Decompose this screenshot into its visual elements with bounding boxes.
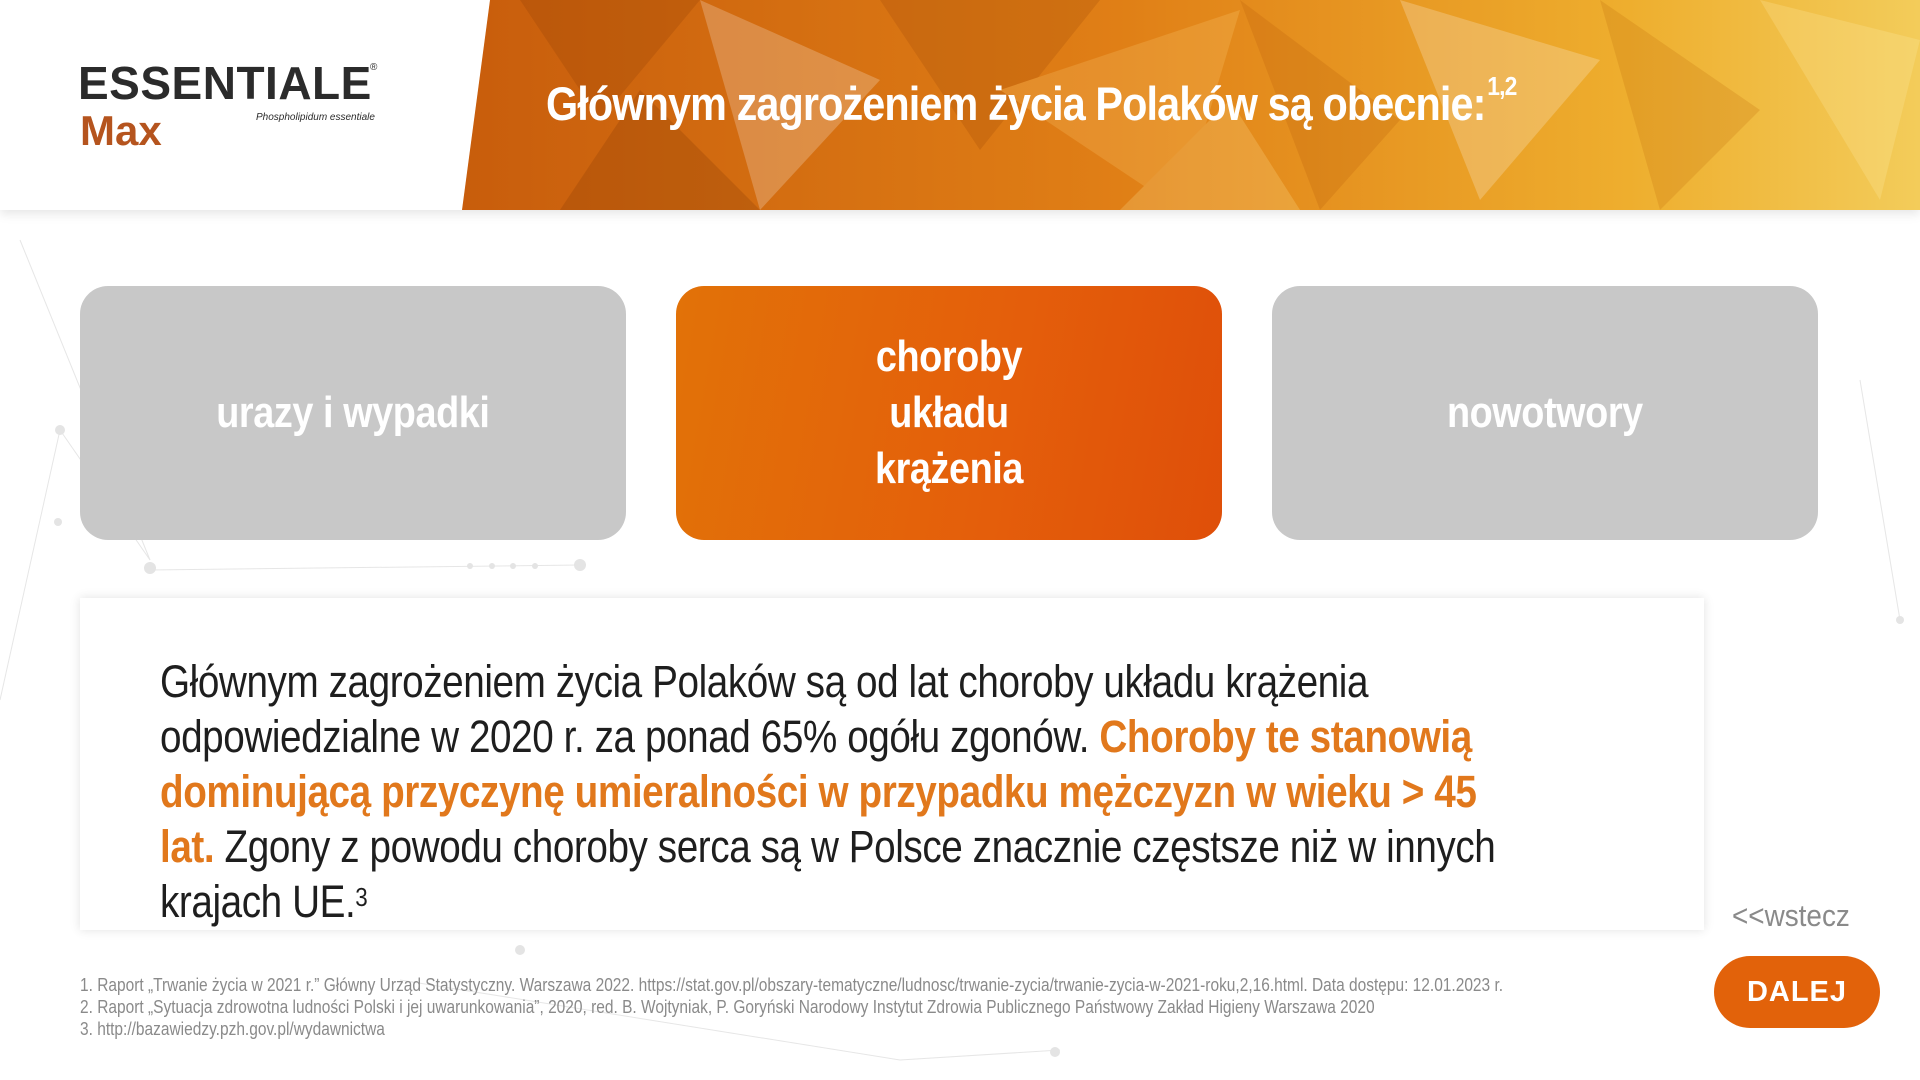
logo-registered-mark: ® bbox=[370, 62, 378, 73]
tab-injuries-accidents[interactable] bbox=[80, 286, 626, 540]
logo-variant: Max bbox=[80, 107, 162, 154]
page-title-references: 1,2 bbox=[1487, 71, 1517, 101]
footnote-3: 3. http://bazawiedzy.pzh.gov.pl/wydawnictwa bbox=[80, 1019, 385, 1039]
info-reference: 3 bbox=[355, 882, 368, 912]
essentiale-max-logo bbox=[78, 57, 388, 160]
tab-label: choroby układu krążenia bbox=[874, 332, 1024, 493]
footnote-2: 2. Raport „Sytuacja zdrowotna ludności Polski i jej uwarunkowania”, 2020, red. B. Wojtyniak, P. Goryński Narodowy Instytut Zdrowia Publicznego Państwowy Zakład Higieny Warszawa 2020 bbox=[80, 997, 1375, 1017]
logo-tagline: Phospholipidum essentiale bbox=[256, 112, 375, 123]
info-highlight: Choroby te stanowią dominującą przyczynę umieralności w przypadku mężczyzn w wieku > 45 lat. bbox=[160, 711, 1477, 872]
footnotes bbox=[80, 974, 1504, 1040]
info-paragraph bbox=[160, 654, 1519, 929]
tab-cancers[interactable] bbox=[1272, 286, 1818, 540]
back-link[interactable]: <<wstecz bbox=[1732, 898, 1850, 933]
logo-brand-name: ESSENTIALE bbox=[78, 57, 372, 109]
info-panel bbox=[80, 598, 1704, 930]
info-text-part-1: Głównym zagrożeniem życia Polaków są od lat choroby układu krążenia odpowiedzialne w 2020 r. za ponad 65% ogółu zgonów. bbox=[160, 656, 1369, 762]
page-title-text: Głównym zagrożeniem życia Polaków są obecnie: bbox=[546, 77, 1486, 130]
page-title bbox=[546, 71, 1517, 130]
next-button[interactable] bbox=[1714, 956, 1880, 1028]
tab-cardiovascular-diseases[interactable] bbox=[676, 286, 1222, 540]
tab-label: urazy i wypadki bbox=[216, 388, 490, 437]
header-bar bbox=[0, 0, 1920, 210]
footnote-1: 1. Raport „Trwanie życia w 2021 r.” Główny Urząd Statystyczny. Warszawa 2022. https://stat.gov.pl/obszary-tematyczne/ludnosc/trwanie-zycia/trwanie-zycia-w-2021-roku,2,16.html. Data dostępu: 12.01.2023 r. bbox=[80, 975, 1504, 995]
info-text-part-2: Zgony z powodu choroby serca są w Polsce znacznie częstsze niż w innych krajach UE. bbox=[160, 821, 1496, 927]
tab-label: nowotwory bbox=[1447, 388, 1643, 437]
next-button-label: DALEJ bbox=[1746, 975, 1848, 1008]
